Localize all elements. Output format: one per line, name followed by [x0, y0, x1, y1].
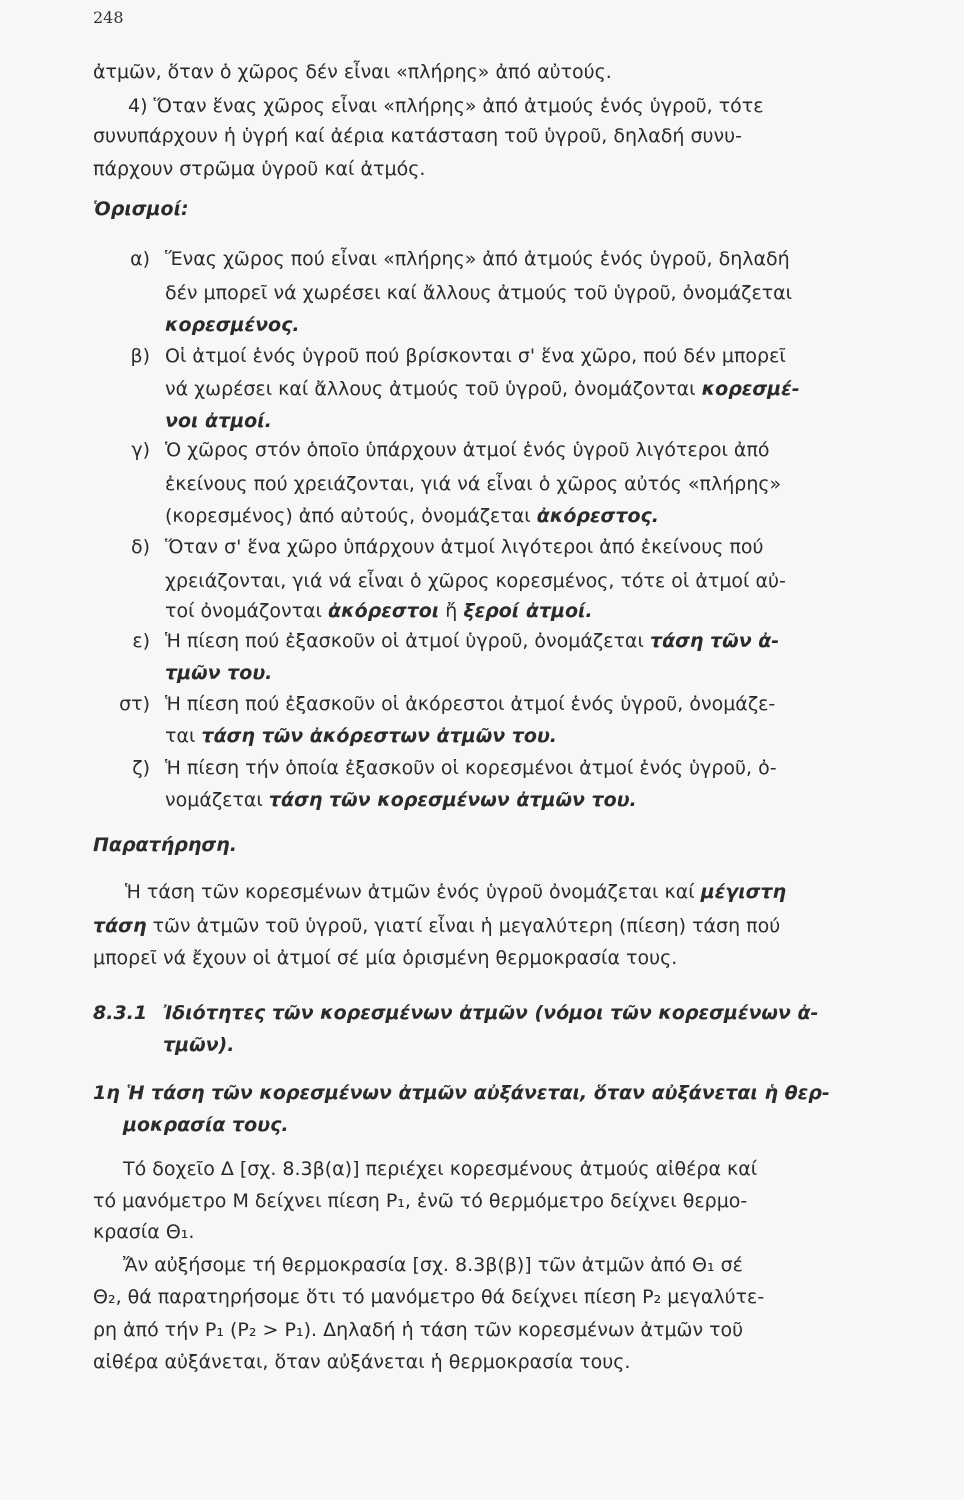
text-line — [165, 784, 637, 816]
text-line: Οἱ ἀτμοί ἑνός ὑγροῦ πού βρίσκονται σ' ἕνα χῶρο, πού δέν μπορεῖ — [165, 345, 786, 367]
remark-heading: Παρατήρηση. — [93, 834, 237, 856]
text-line: Θ₂, θά παρατηρήσομε ὅτι τό μανόμετρο θά δείχνει πίεση P₂ μεγαλύτε- — [93, 1286, 765, 1308]
text-line — [93, 910, 780, 942]
term: ἀκόρεστοι — [328, 600, 440, 622]
text-line: 4) Ὅταν ἕνας χῶρος εἶναι «πλήρης» ἀπό ἀτμούς ἑνός ὑγροῦ, τότε — [128, 95, 764, 117]
text-line: μπορεῖ νά ἔχουν οἱ ἀτμοί σέ μία ὁρισμένη θερμοκρασία τους. — [93, 947, 678, 969]
law-heading: 1η Ἡ τάση τῶν κορεσμένων ἀτμῶν αὐξάνεται, ὅταν αὐξάνεται ἡ θερ- — [93, 1082, 830, 1104]
term: τάση — [93, 915, 147, 937]
term: τάση τῶν ἀ- — [649, 630, 780, 652]
term: κορεσμένος. — [165, 314, 300, 336]
text-line: ρη ἀπό τήν P₁ (P₂ > P₁). Δηλαδή ἡ τάση τῶν κορεσμένων ἀτμῶν τοῦ — [93, 1319, 744, 1341]
text-line — [165, 720, 557, 752]
text-line: ἀτμῶν, ὅταν ὁ χῶρος δέν εἶναι «πλήρης» ἀπό αὐτούς. — [93, 61, 612, 83]
text-span: Ἡ τάση τῶν κορεσμένων ἀτμῶν ἑνός ὑγροῦ ὀνομάζεται καί — [125, 881, 695, 903]
def-label: ε) — [132, 630, 150, 652]
text-line — [125, 876, 786, 908]
section-title: τμῶν). — [163, 1034, 235, 1056]
text-line: Ἡ πίεση πού ἐξασκοῦν οἱ ἀκόρεστοι ἀτμοί ἑνός ὑγροῦ, ὀνομάζε- — [165, 693, 776, 715]
text-line: αἰθέρα αὐξάνεται, ὅταν αὐξάνεται ἡ θερμοκρασία τους. — [93, 1351, 631, 1373]
section-title: Ἰδιότητες τῶν κορεσμένων ἀτμῶν (νόμοι τῶν κορεσμένων ἀ- — [163, 1002, 819, 1024]
term: ξεροί ἀτμοί. — [463, 600, 593, 622]
term: μέγιστη — [700, 881, 787, 903]
text-line: δέν μπορεῖ νά χωρέσει καί ἄλλους ἀτμούς τοῦ ὑγροῦ, ὀνομάζεται — [165, 282, 793, 304]
text-line — [165, 595, 593, 627]
text-span: νά χωρέσει καί ἄλλους ἀτμούς τοῦ ὑγροῦ, ὀνομάζονται — [165, 378, 696, 400]
term: κορεσμέ- — [701, 378, 800, 400]
text-line: συνυπάρχουν ἡ ὑγρή καί ἀέρια κατάσταση τοῦ ὑγροῦ, δηλαδή συνυ- — [93, 125, 742, 147]
text-line: κρασία Θ₁. — [93, 1221, 195, 1243]
text-span: τοί ὀνομάζονται — [165, 600, 322, 622]
def-label: ζ) — [132, 757, 150, 779]
def-label: γ) — [131, 439, 150, 461]
def-label: δ) — [130, 536, 150, 558]
term: ἀκόρεστος. — [536, 505, 660, 527]
text-line: χρειάζονται, γιά νά εἶναι ὁ χῶρος κορεσμένος, τότε οἱ ἀτμοί αὐ- — [165, 570, 786, 592]
text-line: τό μανόμετρο Μ δείχνει πίεση P₁, ἐνῶ τό θερμόμετρο δείχνει θερμο- — [93, 1190, 748, 1212]
text-line — [165, 373, 800, 405]
text-line: Ὅταν σ' ἕνα χῶρο ὑπάρχουν ἀτμοί λιγότεροι ἀπό ἐκείνους πού — [165, 536, 764, 558]
text-span: ται — [165, 725, 196, 747]
text-line — [165, 500, 659, 532]
text-line: ἐκείνους πού χρειάζονται, γιά νά εἶναι ὁ χῶρος αὐτός «πλήρης» — [165, 473, 782, 495]
def-label: α) — [130, 248, 150, 270]
def-label: στ) — [119, 693, 150, 715]
page-number: 248 — [93, 8, 124, 27]
text-span: (κορεσμένος) ἀπό αὐτούς, ὀνομάζεται — [165, 505, 531, 527]
section-number: 8.3.1 — [93, 1002, 148, 1024]
text-line: Ἄν αὐξήσομε τή θερμοκρασία [σχ. 8.3β(β)] τῶν ἀτμῶν ἀπό Θ₁ σέ — [123, 1254, 743, 1276]
text-span: νομάζεται — [165, 789, 263, 811]
text-line — [165, 625, 779, 657]
def-label: β) — [130, 345, 150, 367]
term: τάση τῶν ἀκόρεστων ἀτμῶν του. — [201, 725, 557, 747]
law-heading: μοκρασία τους. — [123, 1114, 289, 1136]
text-line: Ἡ πίεση τήν ὁποία ἐξασκοῦν οἱ κορεσμένοι ἀτμοί ἑνός ὑγροῦ, ὀ- — [165, 757, 777, 779]
term: τμῶν του. — [165, 662, 273, 684]
definitions-heading: Ὁρισμοί: — [93, 198, 189, 220]
text-span: τῶν ἀτμῶν τοῦ ὑγροῦ, γιατί εἶναι ἡ μεγαλύτερη (πίεση) τάση πού — [152, 915, 781, 937]
text-span: Ἡ πίεση πού ἐξασκοῦν οἱ ἀτμοί ὑγροῦ, ὀνομάζεται — [165, 630, 644, 652]
text-line: Τό δοχεῖο Δ [σχ. 8.3β(α)] περιέχει κορεσμένους ἀτμούς αἰθέρα καί — [123, 1158, 758, 1180]
term: τάση τῶν κορεσμένων ἀτμῶν του. — [268, 789, 637, 811]
text-line: Ὁ χῶρος στόν ὁποῖο ὑπάρχουν ἀτμοί ἑνός ὑγροῦ λιγότεροι ἀπό — [165, 439, 770, 461]
text-line: πάρχουν στρῶμα ὑγροῦ καί ἀτμός. — [93, 158, 426, 180]
term: νοι ἀτμοί. — [165, 410, 272, 432]
text-span: ἤ — [445, 600, 458, 622]
text-line: Ἕνας χῶρος πού εἶναι «πλήρης» ἀπό ἀτμούς ἑνός ὑγροῦ, δηλαδή — [165, 248, 790, 270]
